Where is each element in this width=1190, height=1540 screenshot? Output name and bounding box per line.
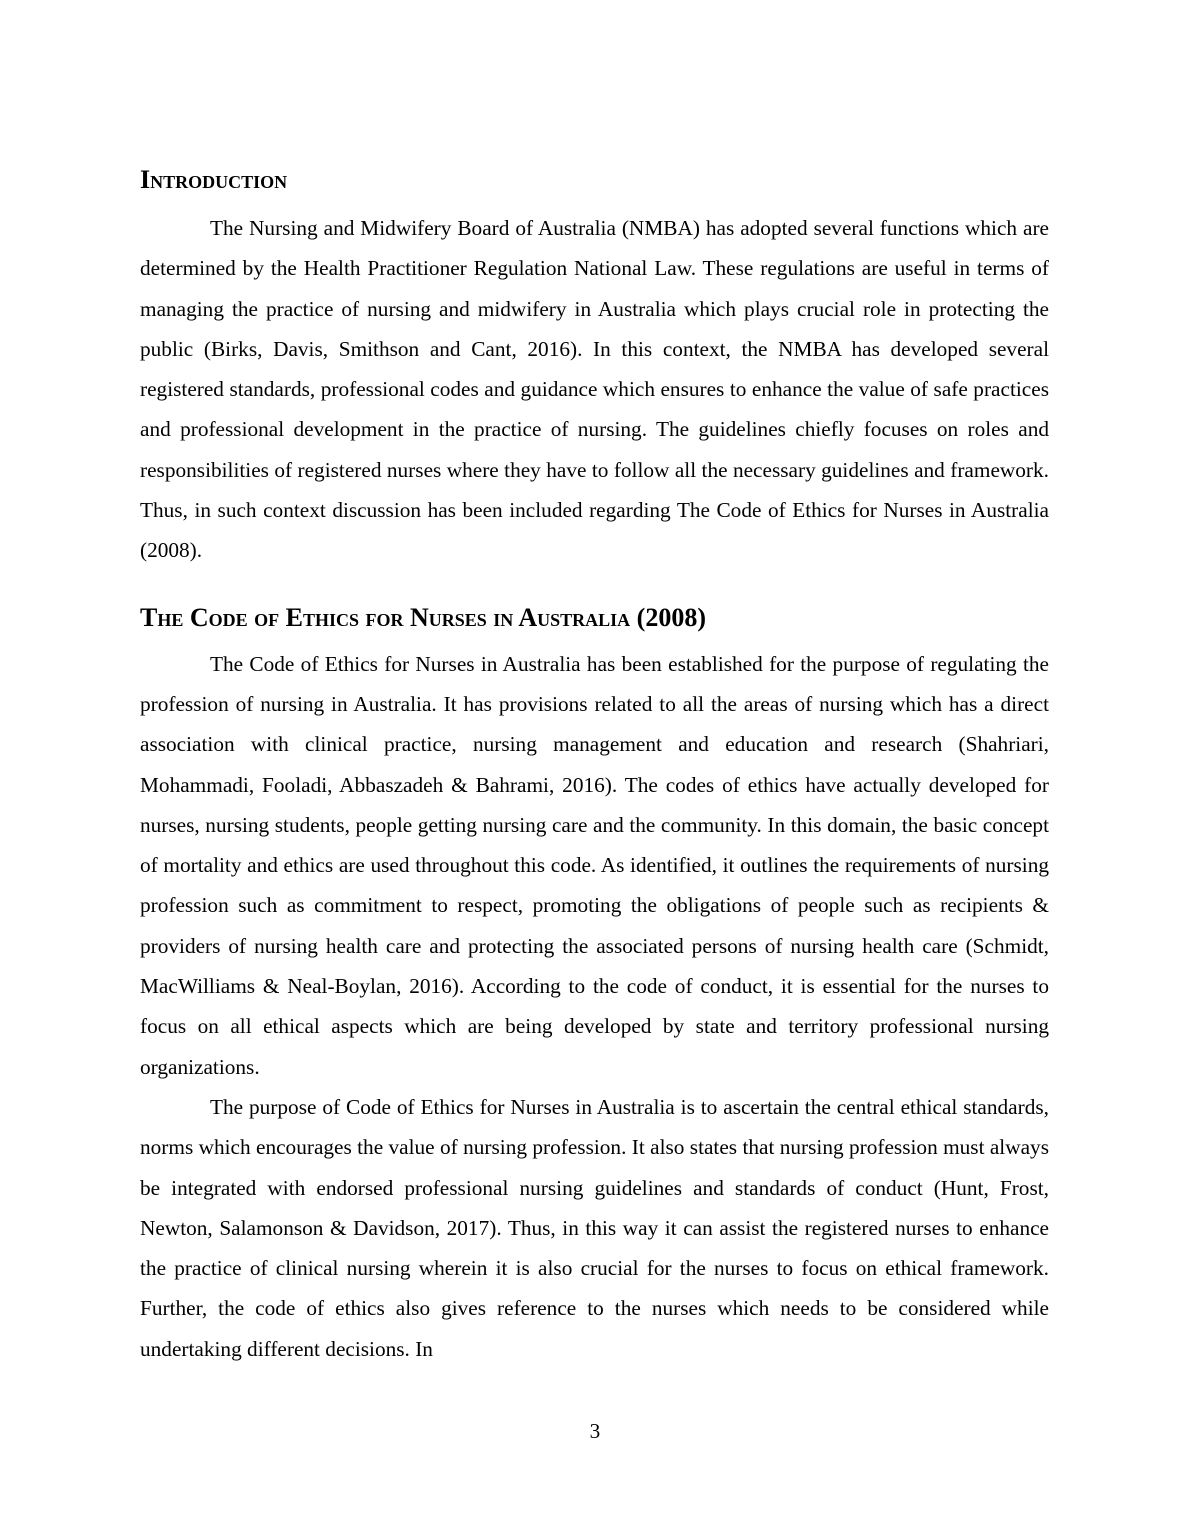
code-of-ethics-paragraph-1: The Code of Ethics for Nurses in Australia has been established for the purpose of regulating the profession of nursing in Australia. It has provisions related to all the areas of nursing which has a direct association with clinical practice, nursing management and education and research (Shahriari, Mohammadi, Fooladi, Abbaszadeh & Bahrami, 2016). The codes of ethics have actually developed for nurses, nursing students, people getting nursing care and the community. In this domain, the basic concept of mortality and ethics are used throughout this code. As identified, it outlines the requirements of nursing profession such as commitment to respect, promoting the obligations of people such as recipients & providers of nursing health care and protecting the associated persons of nursing health care (Schmidt, MacWilliams & Neal-Boylan, 2016). According to the code of conduct, it is essential for the nurses to focus on all ethical aspects which are being developed by state and territory professional nursing organizations. bbox=[140, 651, 1049, 1079]
section-heading-code-of-ethics: The Code of Ethics for Nurses in Australia (2008) bbox=[140, 602, 706, 632]
code-of-ethics-paragraph-2: The purpose of Code of Ethics for Nurses in Australia is to ascertain the central ethical standards, norms which encourages the value of nursing profession. It also states that nursing profession must always be integrated with endorsed professional nursing guidelines and standards of conduct (Hunt, Frost, Newton, Salamonson & Davidson, 2017). Thus, in this way it can assist the registered nurses to enhance the practice of clinical nursing wherein it is also crucial for the nurses to focus on ethical framework. Further, the code of ethics also gives reference to the nurses which needs to be considered while undertaking different decisions. In bbox=[140, 1094, 1049, 1361]
introduction-paragraph: The Nursing and Midwifery Board of Australia (NMBA) has adopted several functions which are determined by the Health Practitioner Regulation National Law. These regulations are useful in terms of managing the practice of nursing and midwifery in Australia which plays crucial role in protecting the public (Birks, Davis, Smithson and Cant, 2016). In this context, the NMBA has developed several registered standards, professional codes and guidance which ensures to enhance the value of safe practices and professional development in the practice of nursing. The guidelines chiefly focuses on roles and responsibilities of registered nurses where they have to follow all the necessary guidelines and framework. Thus, in such context discussion has been included regarding The Code of Ethics for Nurses in Australia (2008). bbox=[140, 216, 1049, 563]
page-body bbox=[140, 164, 1049, 1369]
section-heading-introduction: Introduction bbox=[140, 165, 288, 194]
page-number: 3 bbox=[589, 1419, 601, 1443]
